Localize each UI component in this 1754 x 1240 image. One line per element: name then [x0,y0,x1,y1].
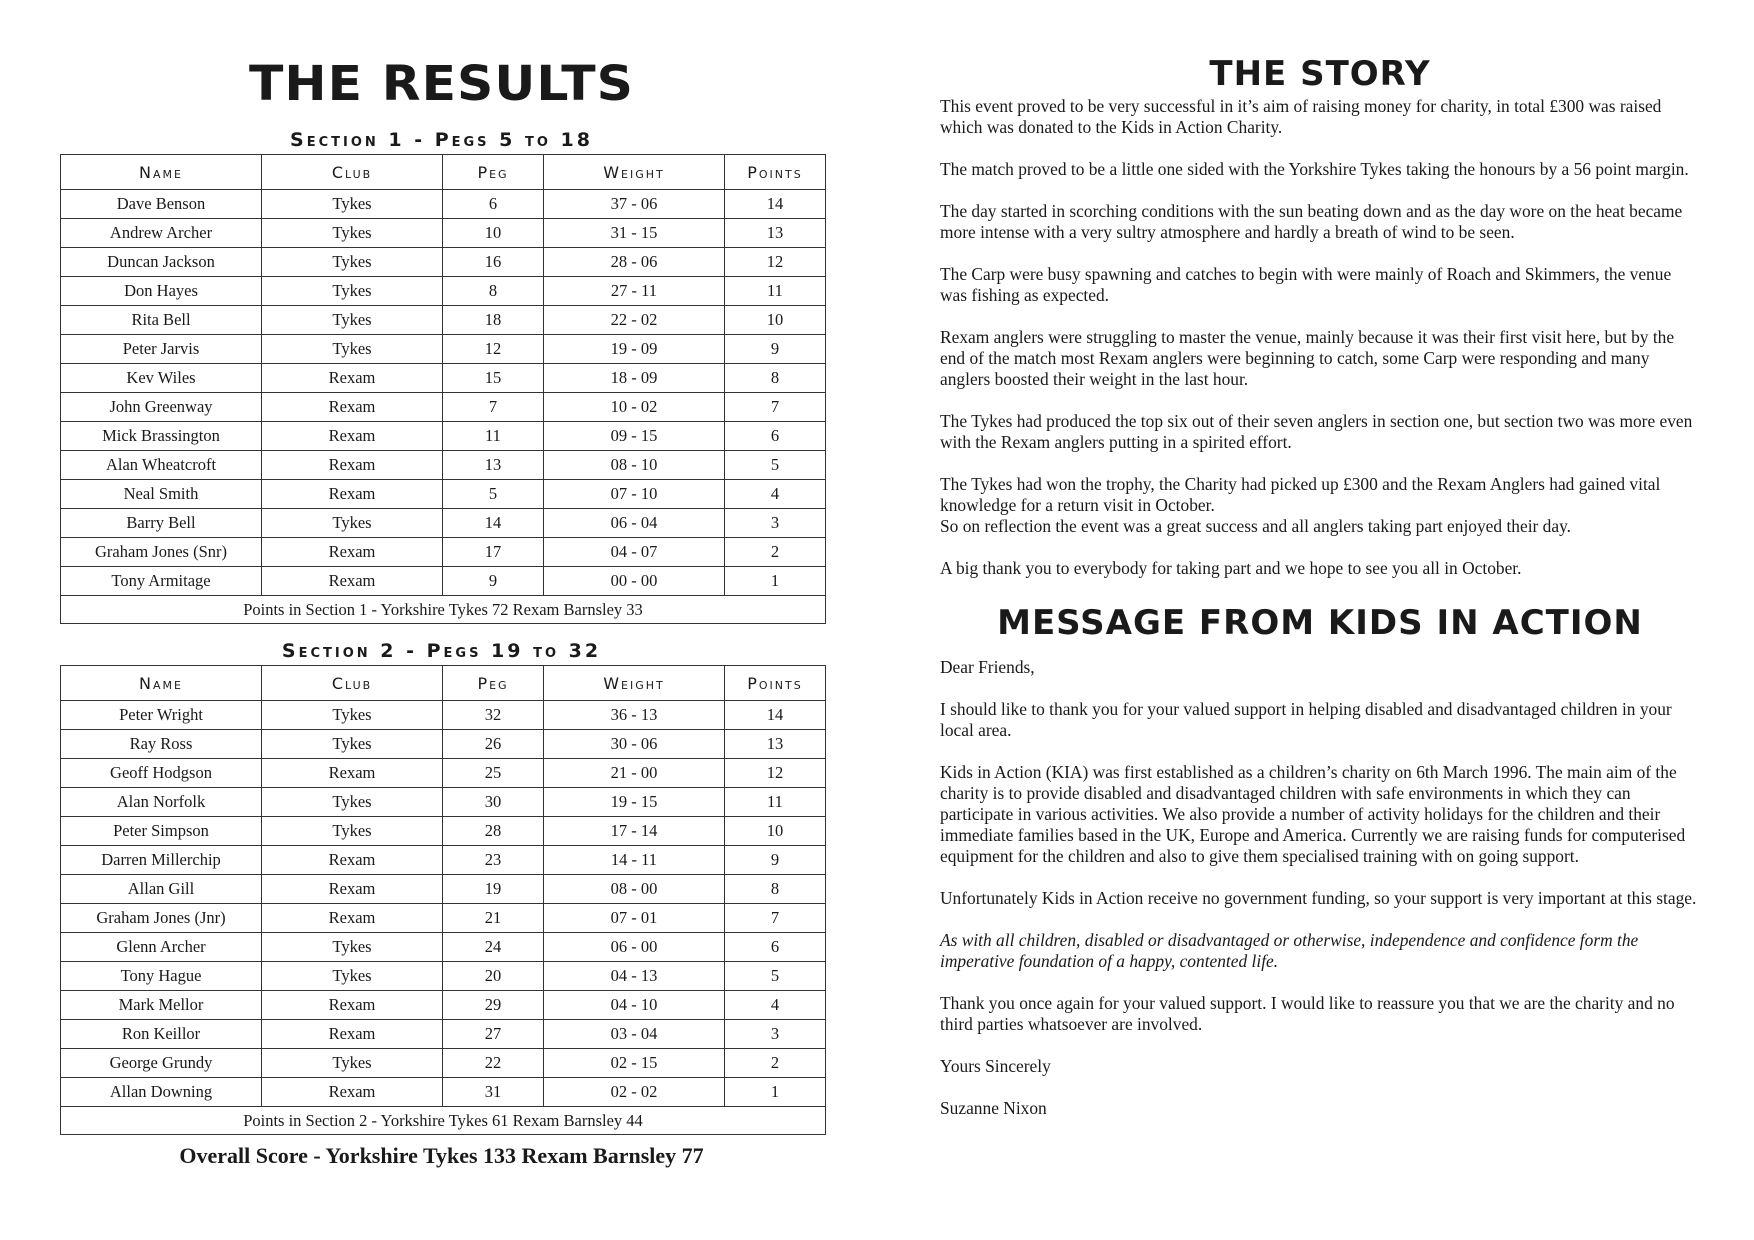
cell-points: 11 [725,788,826,817]
cell-name: John Greenway [61,393,262,422]
table-row [61,393,826,422]
cell-name: Allan Downing [61,1078,262,1107]
cell-name: Darren Millerchip [61,846,262,875]
story-paragraph: This event proved to be very successful in it’s aim of raising money for charity, in total £300 was raised which was donated to the Kids in Action Charity. [940,96,1662,137]
table-header-row [61,666,826,701]
story-paragraph: The Tykes had won the trophy, the Charity had picked up £300 and the Rexam Anglers had gained vital knowledge for a return visit in October. [940,474,1661,515]
table-row [61,817,826,846]
column-header-club: Club [262,155,443,190]
message-paragraph: Unfortunately Kids in Action receive no government funding, so your support is very important at this stage. [940,888,1697,908]
table-row [61,248,826,277]
cell-name: Tony Hague [61,962,262,991]
table-row [61,335,826,364]
story-paragraph: A big thank you to everybody for taking part and we hope to see you all in October. [940,558,1522,578]
table-row [61,991,826,1020]
cell-points: 2 [725,538,826,567]
cell-peg: 23 [443,846,544,875]
cell-name: Kev Wiles [61,364,262,393]
cell-club: Tykes [262,248,443,277]
cell-weight: 19 - 09 [544,335,725,364]
section-1-summary: Points in Section 1 - Yorkshire Tykes 72 Rexam Barnsley 33 [61,596,826,624]
cell-peg: 22 [443,1049,544,1078]
cell-name: Ron Keillor [61,1020,262,1049]
message-signature-name: Suzanne Nixon [940,1098,1047,1118]
cell-peg: 12 [443,335,544,364]
table-row [61,219,826,248]
cell-peg: 15 [443,364,544,393]
table-row [61,701,826,730]
column-header-name: Name [61,155,262,190]
message-title: MESSAGE FROM KIDS IN ACTION [997,603,1643,643]
table-row [61,759,826,788]
cell-peg: 21 [443,904,544,933]
table-row [61,1049,826,1078]
table-row [61,509,826,538]
cell-peg: 5 [443,480,544,509]
cell-club: Rexam [262,759,443,788]
cell-points: 8 [725,875,826,904]
cell-points: 8 [725,364,826,393]
cell-peg: 20 [443,962,544,991]
section-1-heading: Section 1 - Pegs 5 to 18 [290,129,593,151]
cell-peg: 7 [443,393,544,422]
cell-club: Tykes [262,933,443,962]
cell-club: Tykes [262,962,443,991]
cell-name: Barry Bell [61,509,262,538]
cell-points: 3 [725,509,826,538]
cell-weight: 28 - 06 [544,248,725,277]
cell-name: Dave Benson [61,190,262,219]
cell-club: Rexam [262,567,443,596]
cell-club: Tykes [262,730,443,759]
cell-name: Duncan Jackson [61,248,262,277]
cell-points: 5 [725,962,826,991]
cell-name: Geoff Hodgson [61,759,262,788]
cell-weight: 09 - 15 [544,422,725,451]
cell-weight: 00 - 00 [544,567,725,596]
cell-points: 3 [725,1020,826,1049]
cell-club: Rexam [262,904,443,933]
story-page [940,52,1700,1140]
cell-peg: 27 [443,1020,544,1049]
table-row [61,1020,826,1049]
cell-points: 2 [725,1049,826,1078]
cell-club: Tykes [262,219,443,248]
table-row [61,277,826,306]
cell-points: 12 [725,248,826,277]
cell-weight: 22 - 02 [544,306,725,335]
cell-points: 6 [725,933,826,962]
section-2-heading: Section 2 - Pegs 19 to 32 [281,640,602,662]
table-row [61,451,826,480]
cell-points: 14 [725,190,826,219]
cell-points: 4 [725,480,826,509]
cell-weight: 03 - 04 [544,1020,725,1049]
story-paragraph: Rexam anglers were struggling to master the venue, mainly because it was their first visit here, but by the end of the match most Rexam anglers were beginning to catch, some Carp were responding and many anglers boosted their weight in the last hour. [940,327,1675,389]
story-paragraph: The Carp were busy spawning and catches to begin with were mainly of Roach and Skimmers, the venue was fishing as expected. [940,264,1672,305]
cell-peg: 32 [443,701,544,730]
column-header-club: Club [262,666,443,701]
cell-club: Tykes [262,1049,443,1078]
column-header-weight: Weight [544,155,725,190]
cell-club: Rexam [262,393,443,422]
column-header-points: Points [725,666,826,701]
cell-points: 1 [725,567,826,596]
cell-points: 13 [725,219,826,248]
cell-club: Rexam [262,364,443,393]
table-row [61,364,826,393]
cell-points: 7 [725,904,826,933]
cell-name: Allan Gill [61,875,262,904]
cell-name: George Grundy [61,1049,262,1078]
cell-club: Rexam [262,991,443,1020]
cell-name: Glenn Archer [61,933,262,962]
cell-points: 11 [725,277,826,306]
cell-name: Alan Norfolk [61,788,262,817]
cell-name: Peter Simpson [61,817,262,846]
cell-points: 9 [725,846,826,875]
story-title: THE STORY [1209,54,1431,94]
cell-peg: 17 [443,538,544,567]
overall-score: Overall Score - Yorkshire Tykes 133 Rexam Barnsley 77 [179,1143,704,1168]
table-row [61,190,826,219]
cell-weight: 07 - 01 [544,904,725,933]
cell-peg: 26 [443,730,544,759]
table-row [61,306,826,335]
cell-weight: 08 - 10 [544,451,725,480]
cell-weight: 37 - 06 [544,190,725,219]
message-paragraph: Kids in Action (KIA) was first established as a children’s charity on 6th March 1996. The main aim of the charity is to provide disabled and disadvantaged children with safe environments in which they can participate in various activities. We also provide a number of activity holidays for the children and their immediate families based in the UK, Europe and America. Currently we are raising funds for computerised equipment for the children and also to give them specialised training with on going support. [940,762,1686,866]
cell-name: Peter Jarvis [61,335,262,364]
results-page [60,56,823,1169]
column-header-points: Points [725,155,826,190]
table-row [61,904,826,933]
cell-weight: 18 - 09 [544,364,725,393]
section-1-rows [61,190,826,596]
cell-points: 5 [725,451,826,480]
cell-club: Rexam [262,538,443,567]
cell-weight: 06 - 00 [544,933,725,962]
cell-weight: 21 - 00 [544,759,725,788]
cell-peg: 11 [443,422,544,451]
section-2-summary-row [61,1107,826,1135]
cell-peg: 25 [443,759,544,788]
cell-club: Tykes [262,190,443,219]
cell-peg: 29 [443,991,544,1020]
section-2-table [60,665,826,1135]
cell-points: 10 [725,306,826,335]
table-row [61,788,826,817]
story-paragraph: The day started in scorching conditions with the sun beating down and as the day wore on the heat became more intense with a very sultry atmosphere and hardly a breath of wind to be seen. [940,201,1683,242]
column-header-name: Name [61,666,262,701]
cell-name: Don Hayes [61,277,262,306]
cell-weight: 30 - 06 [544,730,725,759]
cell-name: Ray Ross [61,730,262,759]
cell-club: Rexam [262,875,443,904]
cell-club: Tykes [262,306,443,335]
cell-peg: 9 [443,567,544,596]
cell-name: Tony Armitage [61,567,262,596]
cell-name: Mark Mellor [61,991,262,1020]
table-row [61,846,826,875]
cell-weight: 04 - 10 [544,991,725,1020]
cell-name: Alan Wheatcroft [61,451,262,480]
cell-club: Rexam [262,422,443,451]
cell-peg: 19 [443,875,544,904]
cell-points: 12 [725,759,826,788]
table-row [61,1078,826,1107]
table-row [61,480,826,509]
cell-peg: 13 [443,451,544,480]
cell-points: 4 [725,991,826,1020]
message-paragraph: Thank you once again for your valued support. I would like to reassure you that we are the charity and no third parties whatsoever are involved. [940,993,1675,1034]
cell-club: Rexam [262,480,443,509]
cell-points: 1 [725,1078,826,1107]
section-1-summary-row [61,596,826,624]
cell-weight: 07 - 10 [544,480,725,509]
table-row [61,933,826,962]
cell-weight: 04 - 13 [544,962,725,991]
cell-weight: 17 - 14 [544,817,725,846]
column-header-peg: Peg [443,666,544,701]
cell-weight: 02 - 02 [544,1078,725,1107]
section-2-rows [61,701,826,1107]
cell-peg: 10 [443,219,544,248]
cell-club: Rexam [262,1078,443,1107]
story-paragraph: The Tykes had produced the top six out of their seven anglers in section one, but section two was more even with the Rexam anglers putting in a spirited effort. [940,411,1693,452]
cell-weight: 08 - 00 [544,875,725,904]
cell-peg: 18 [443,306,544,335]
message-paragraph: I should like to thank you for your valued support in helping disabled and disadvantaged children in your local area. [940,699,1672,740]
cell-club: Tykes [262,788,443,817]
cell-points: 7 [725,393,826,422]
results-title: THE RESULTS [248,56,634,112]
table-row [61,567,826,596]
cell-weight: 19 - 15 [544,788,725,817]
cell-weight: 04 - 07 [544,538,725,567]
cell-peg: 6 [443,190,544,219]
cell-weight: 27 - 11 [544,277,725,306]
column-header-peg: Peg [443,155,544,190]
message-signoff: Yours Sincerely [940,1056,1051,1076]
table-row [61,730,826,759]
cell-name: Graham Jones (Snr) [61,538,262,567]
cell-peg: 28 [443,817,544,846]
cell-club: Rexam [262,846,443,875]
cell-club: Tykes [262,817,443,846]
cell-points: 14 [725,701,826,730]
story-paragraph: So on reflection the event was a great success and all anglers taking part enjoyed their day. [940,516,1571,536]
cell-points: 13 [725,730,826,759]
cell-weight: 06 - 04 [544,509,725,538]
cell-weight: 36 - 13 [544,701,725,730]
cell-peg: 14 [443,509,544,538]
table-row [61,875,826,904]
cell-club: Rexam [262,1020,443,1049]
table-header-row [61,155,826,190]
cell-weight: 02 - 15 [544,1049,725,1078]
cell-name: Mick Brassington [61,422,262,451]
cell-peg: 24 [443,933,544,962]
cell-club: Rexam [262,451,443,480]
message-greeting: Dear Friends, [940,657,1035,677]
cell-club: Tykes [262,701,443,730]
story-paragraph: The match proved to be a little one sided with the Yorkshire Tykes taking the honours by a 56 point margin. [940,159,1689,179]
cell-name: Neal Smith [61,480,262,509]
cell-club: Tykes [262,335,443,364]
cell-peg: 31 [443,1078,544,1107]
column-header-weight: Weight [544,666,725,701]
cell-name: Peter Wright [61,701,262,730]
cell-club: Tykes [262,277,443,306]
cell-points: 10 [725,817,826,846]
cell-peg: 30 [443,788,544,817]
cell-name: Rita Bell [61,306,262,335]
cell-peg: 8 [443,277,544,306]
section-1-table [60,154,826,624]
cell-name: Graham Jones (Jnr) [61,904,262,933]
cell-weight: 10 - 02 [544,393,725,422]
cell-peg: 16 [443,248,544,277]
message-quote: As with all children, disabled or disadvantaged or otherwise, independence and confidence form the imperative foundation of a happy, contented life. [940,930,1639,971]
cell-weight: 31 - 15 [544,219,725,248]
cell-club: Tykes [262,509,443,538]
table-row [61,422,826,451]
cell-points: 9 [725,335,826,364]
section-2-summary: Points in Section 2 - Yorkshire Tykes 61 Rexam Barnsley 44 [61,1107,826,1135]
table-row [61,962,826,991]
cell-weight: 14 - 11 [544,846,725,875]
cell-name: Andrew Archer [61,219,262,248]
cell-points: 6 [725,422,826,451]
table-row [61,538,826,567]
